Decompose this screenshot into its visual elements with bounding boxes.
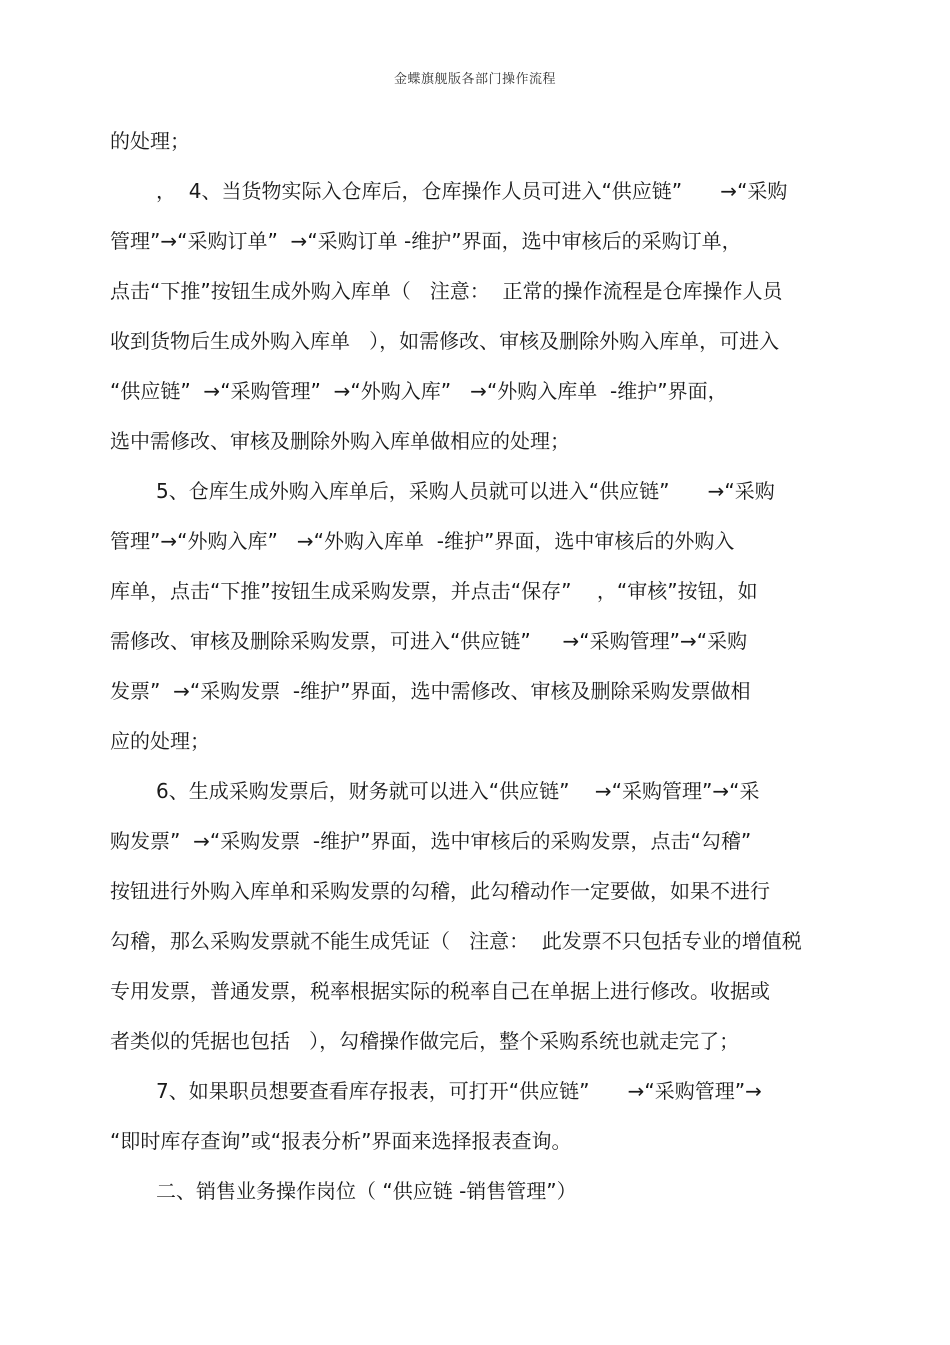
- text-line: 管理”→“采购订单” →“采购订单 -维护”界面，选中审核后的采购订单，: [110, 229, 742, 253]
- text-line: 点击“下推”按钮生成外购入库单（ 注意： 正常的操作流程是仓库操作人员: [110, 279, 783, 303]
- text-line: 专用发票，普通发票，税率根据实际的税率自己在单据上进行修改。收据或: [110, 979, 770, 1003]
- text-line: 库单，点击“下推”按钮生成采购发票，并点击“保存” ，“审核”按钮，如: [110, 579, 758, 603]
- text-line: 按钮进行外购入库单和采购发票的勾稽，此勾稽动作一定要做，如果不进行: [110, 879, 770, 903]
- text-line: 管理”→“外购入库” →“外购入库单 -维护”界面，选中审核后的外购入: [110, 529, 735, 553]
- text-line: 者类似的凭据也包括 ），勾稽操作做完后，整个采购系统也就走完了；: [110, 1029, 740, 1053]
- text-line: 需修改、审核及删除采购发票，可进入“供应链” →“采购管理”→“采购: [110, 629, 748, 653]
- text-line: 6、生成采购发票后，财务就可以进入“供应链” →“采购管理”→“采: [156, 779, 760, 803]
- text-line: “即时库存查询”或“报表分析”界面来选择报表查询。: [110, 1129, 572, 1153]
- page-header: 金蝶旗舰版各部门操作流程: [393, 72, 556, 87]
- section-heading: 二、销售业务操作岗位（ “供应链 -销售管理”）: [156, 1179, 577, 1203]
- text-line: ， 4、当货物实际入仓库后，仓库操作人员可进入“供应链” →“采购: [156, 179, 788, 203]
- text-line: 勾稽，那么采购发票就不能生成凭证（ 注意： 此发票不只包括专业的增值税: [110, 929, 802, 953]
- text-line: 7、如果职员想要查看库存报表，可打开“供应链” →“采购管理”→: [156, 1079, 762, 1103]
- text-line: 5、仓库生成外购入库单后，采购人员就可以进入“供应链” →“采购: [156, 479, 775, 503]
- text-line: 应的处理；: [110, 729, 210, 753]
- text-line: 发票” →“采购发票 -维护”界面，选中需修改、审核及删除采购发票做相: [110, 679, 751, 703]
- text-line: 收到货物后生成外购入库单 ），如需修改、审核及删除外购入库单，可进入: [110, 329, 780, 353]
- text-line: 购发票” →“采购发票 -维护”界面，选中审核后的采购发票，点击“勾稽”: [110, 829, 752, 853]
- text-line: “供应链” →“采购管理” →“外购入库” →“外购入库单 -维护”界面，: [110, 379, 728, 403]
- text-line: 选中需修改、审核及删除外购入库单做相应的处理；: [110, 429, 570, 453]
- text-line: 的处理；: [110, 129, 190, 153]
